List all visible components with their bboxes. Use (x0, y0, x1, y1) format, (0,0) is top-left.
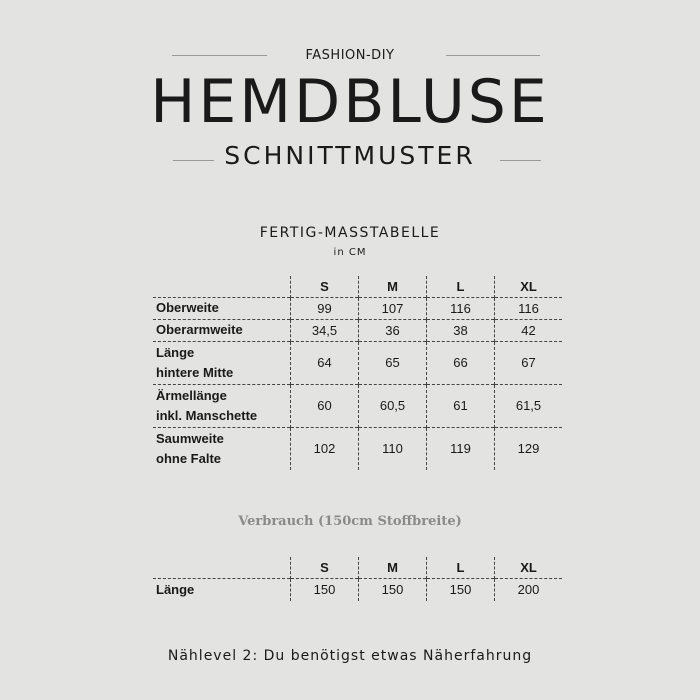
size-header: S (291, 276, 359, 297)
size-header: S (291, 557, 359, 578)
table-cell: 119 (427, 427, 495, 470)
table-row (153, 427, 562, 470)
row-label-line1: Länge (156, 581, 195, 597)
table-row (153, 341, 562, 384)
table-cell: 107 (359, 297, 427, 319)
size-header: M (359, 557, 427, 578)
consumption-title: Verbrauch (150cm Stoffbreite) (238, 514, 462, 529)
table-row (153, 319, 562, 341)
measure-table-title: FERTIG-MASSTABELLE (259, 225, 441, 241)
table-cell: 129 (495, 427, 563, 470)
table-cell: 34,5 (291, 319, 359, 341)
table-cell: 60 (291, 384, 359, 427)
measure-table-header (153, 276, 562, 297)
row-label-line2: inkl. Manschette (156, 407, 258, 423)
brand-name: FASHION-DIY (305, 48, 395, 63)
row-label-line1: Länge (156, 344, 195, 360)
row-label (153, 578, 291, 601)
table-cell: 116 (495, 297, 563, 319)
size-header: XL (495, 557, 563, 578)
table-cell: 110 (359, 427, 427, 470)
table-cell: 42 (495, 319, 563, 341)
consumption-table-header (153, 557, 562, 578)
table-cell: 150 (291, 578, 359, 601)
row-label (153, 427, 291, 470)
header-spacer (153, 557, 291, 578)
row-label-line1: Oberarmweite (156, 322, 243, 337)
table-cell: 66 (427, 341, 495, 384)
table-row (153, 578, 562, 601)
row-label-line1: Saumweite (156, 430, 224, 446)
sewing-level-note: Nählevel 2: Du benötigst etwas Näherfahrung (167, 648, 533, 664)
row-label (153, 384, 291, 427)
table-cell: 38 (427, 319, 495, 341)
consumption-table (153, 557, 562, 601)
row-label-line2: ohne Falte (156, 450, 222, 466)
row-label-line1: Oberweite (156, 300, 219, 315)
size-header: L (427, 276, 495, 297)
table-cell: 102 (291, 427, 359, 470)
table-cell: 99 (291, 297, 359, 319)
table-cell: 200 (495, 578, 563, 601)
size-header: XL (495, 276, 563, 297)
measure-table (153, 276, 562, 470)
measure-table-unit: in CM (333, 247, 367, 258)
page-title: HEMDBLUSE (150, 67, 550, 137)
size-header: M (359, 276, 427, 297)
table-row (153, 297, 562, 319)
size-header: L (427, 557, 495, 578)
table-cell: 150 (427, 578, 495, 601)
table-cell: 150 (359, 578, 427, 601)
row-label-line1: Ärmellänge (156, 387, 227, 403)
table-cell: 61,5 (495, 384, 563, 427)
row-label-line2: hintere Mitte (156, 364, 234, 380)
header-spacer (153, 276, 291, 297)
table-row (153, 384, 562, 427)
page-subtitle: SCHNITTMUSTER (224, 141, 476, 170)
table-cell: 65 (359, 341, 427, 384)
table-cell: 60,5 (359, 384, 427, 427)
row-label (153, 319, 291, 341)
table-cell: 61 (427, 384, 495, 427)
table-cell: 64 (291, 341, 359, 384)
row-label (153, 341, 291, 384)
row-label (153, 297, 291, 319)
table-cell: 36 (359, 319, 427, 341)
table-cell: 67 (495, 341, 563, 384)
table-cell: 116 (427, 297, 495, 319)
